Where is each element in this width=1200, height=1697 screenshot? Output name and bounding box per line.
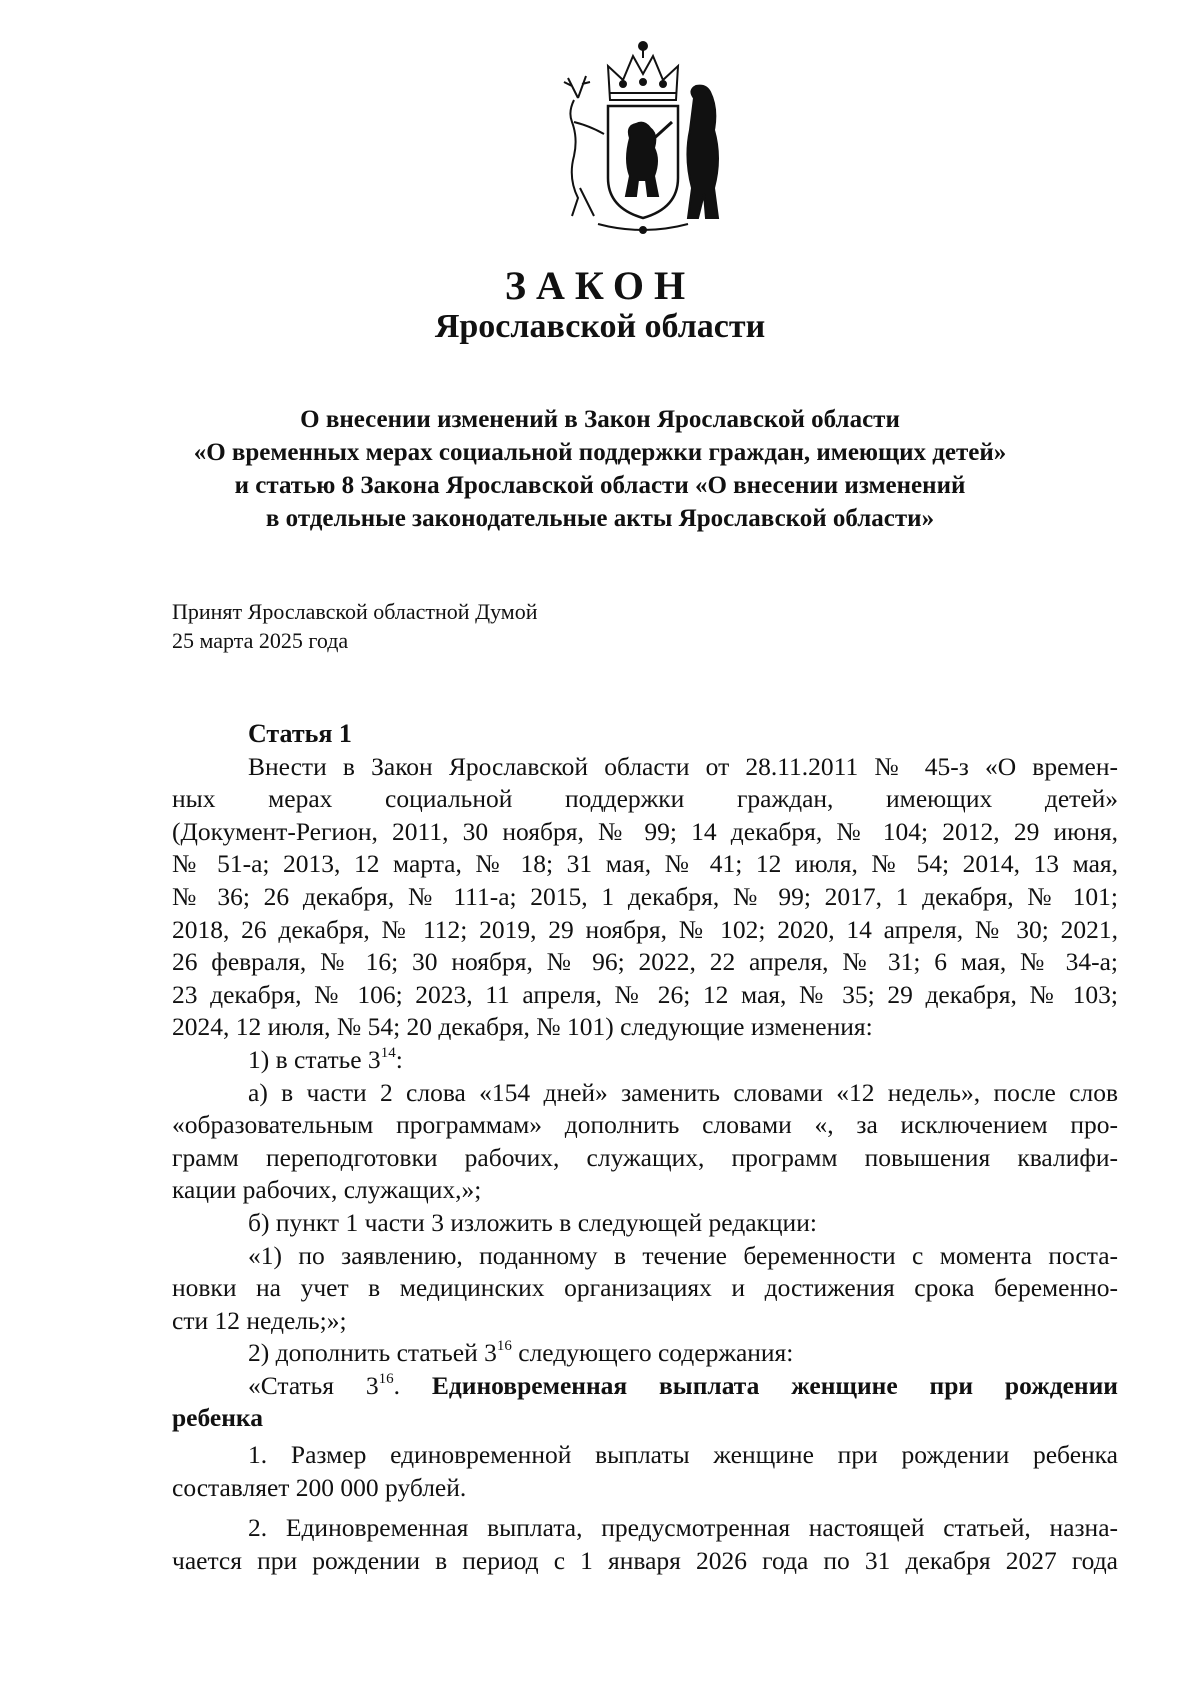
new-article-heading — [172, 1370, 1118, 1403]
new-article-superscript: 16 — [378, 1370, 394, 1387]
new-article-title-line2: ребенка — [172, 1403, 263, 1433]
item-1 — [172, 1044, 1118, 1077]
text-line: № 36; 26 декабря, № 111-а; 2015, 1 декабря, № 99; 2017, 1 декабря, № 101; — [172, 881, 1118, 911]
text-line: «образовательным программам» дополнить словами «, за исключением про- — [172, 1110, 1118, 1140]
document-subject — [100, 403, 1100, 535]
adopted-date: 25 марта 2025 года — [172, 628, 349, 653]
article-heading: Статья 1 — [248, 719, 352, 748]
new-article-title: Единовременная выплата женщине при рождении — [431, 1370, 1119, 1400]
text-line: кации рабочих, служащих,»; — [172, 1175, 482, 1205]
item-2 — [172, 1337, 1118, 1370]
new-article-dot: . — [393, 1370, 432, 1400]
text-line: составляет 200 000 рублей. — [172, 1472, 467, 1502]
text-line: 1. Размер единовременной выплаты женщине при рождении ребенка — [248, 1440, 1118, 1470]
text-line: сти 12 недель;»; — [172, 1305, 347, 1335]
adoption-info — [172, 597, 538, 655]
text-line: новки на учет в медицинских организациях и достижения срока беременно- — [172, 1273, 1118, 1303]
subject-line: в отдельные законодательные акты Ярославской области» — [265, 505, 935, 532]
text-line: 2024, 12 июля, № 54; 20 декабря, № 101) следующие изменения: — [172, 1012, 873, 1042]
coat-of-arms-icon — [538, 38, 748, 238]
text-line: № 51-а; 2013, 12 марта, № 18; 31 мая, № 41; 12 июля, № 54; 2014, 13 мая, — [172, 849, 1118, 879]
item-1-text: 1) в статье 3 — [248, 1044, 381, 1074]
text-line: 23 декабря, № 106; 2023, 11 апреля, № 26; 12 мая, № 35; 29 декабря, № 103; — [172, 979, 1118, 1009]
document-region: Ярославской области — [434, 308, 766, 345]
text-line: грамм переподготовки рабочих, служащих, программ повышения квалифи- — [172, 1142, 1118, 1172]
article-body — [172, 718, 1118, 1577]
text-line: 2018, 26 декабря, № 112; 2019, 29 ноября, № 102; 2020, 14 апреля, № 30; 2021, — [172, 914, 1118, 944]
text-line: 26 февраля, № 16; 30 ноября, № 96; 2022, 22 апреля, № 31; 6 мая, № 34-а; — [172, 947, 1118, 977]
item-b: б) пункт 1 части 3 изложить в следующей редакции: — [248, 1207, 817, 1237]
text-line: чается при рождении в период с 1 января 2026 года по 31 декабря 2027 года — [172, 1545, 1118, 1575]
item-1-superscript: 14 — [380, 1044, 396, 1061]
document-type: ЗАКОН — [504, 263, 696, 308]
text-line: (Документ-Регион, 2011, 30 ноября, № 99; 14 декабря, № 104; 2012, 29 июня, — [172, 816, 1118, 846]
item-2-suffix: следующего содержания: — [511, 1338, 794, 1368]
adopted-by: Принят Ярославской областной Думой — [172, 599, 538, 624]
text-line: а) в части 2 слова «154 дней» заменить словами «12 недель», после слов — [248, 1077, 1118, 1107]
item-2-text: 2) дополнить статьей 3 — [248, 1338, 497, 1368]
text-line: «1) по заявлению, поданному в течение беременности с момента поста- — [248, 1240, 1118, 1270]
new-article-title-cont — [172, 1402, 1118, 1435]
subject-line: О внесении изменений в Закон Ярославской области — [300, 406, 900, 433]
item-2-superscript: 16 — [496, 1338, 512, 1355]
text-line: ных мерах социальной поддержки граждан, имеющих детей» — [172, 784, 1118, 814]
subject-line: и статью 8 Закона Ярославской области «О внесении изменений — [234, 472, 966, 499]
text-line: Внести в Закон Ярославской области от 28.11.2011 № 45-з «О времен- — [248, 751, 1118, 781]
subject-line: «О временных мерах социальной поддержки граждан, имеющих детей» — [193, 439, 1007, 466]
item-1-suffix: : — [395, 1044, 403, 1074]
new-article-prefix: «Статья 3 — [248, 1370, 379, 1400]
text-line: 2. Единовременная выплата, предусмотренная настоящей статьей, назна- — [248, 1513, 1118, 1543]
